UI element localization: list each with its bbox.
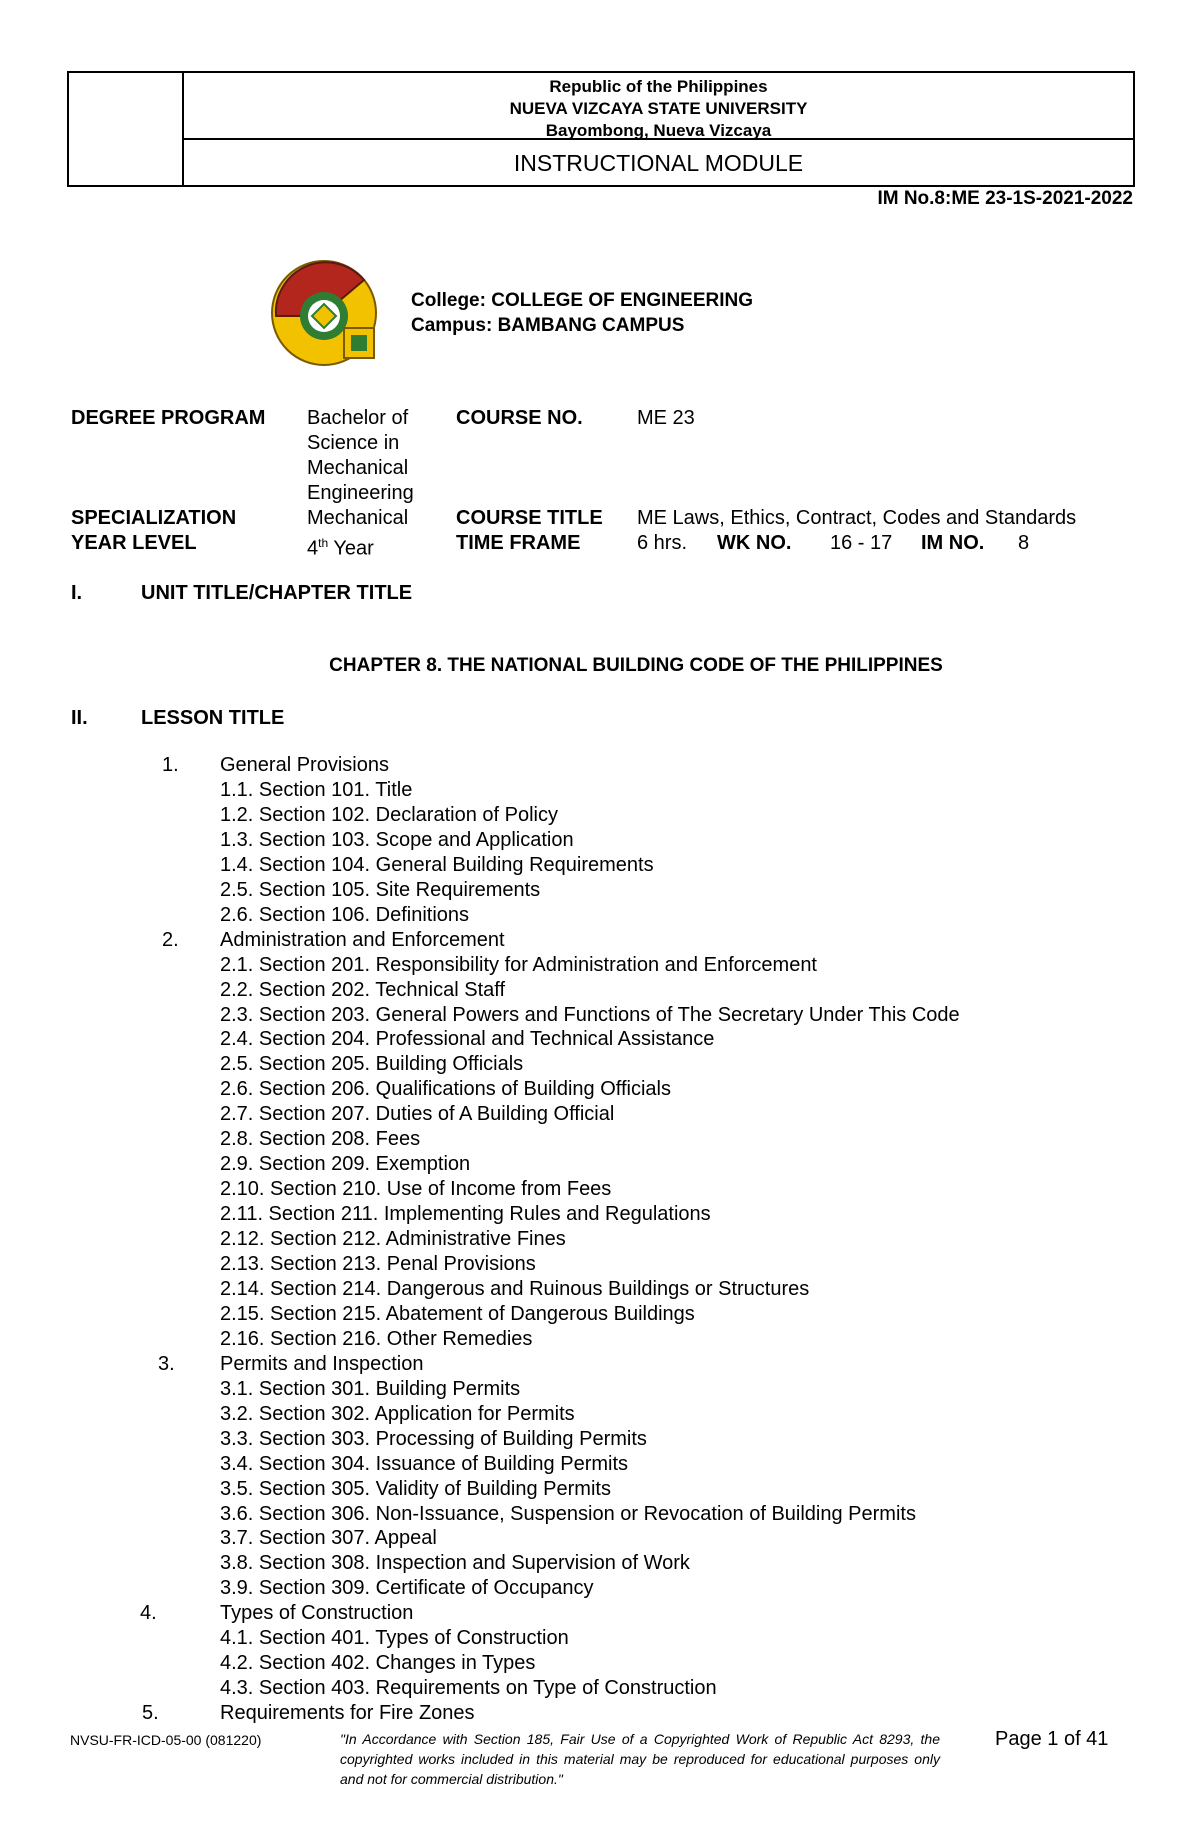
republic-line: Republic of the Philippines [549,77,768,96]
lesson-item: 2.3. Section 203. General Powers and Functions of The Secretary Under This Code [220,1003,960,1026]
copyright-notice: "In Accordance with Section 185, Fair Use of a Copyrighted Work of Republic Act 8293, the copyrighted works included in this material may be reproduced for educational purposes only and not for commercial distribution." [340,1731,940,1787]
lesson-title: LESSON TITLE [141,707,285,729]
campus-line: Campus: BAMBANG CAMPUS [411,315,685,336]
lesson-item: 2.5. Section 205. Building Officials [220,1053,524,1076]
lesson-item: 1.4. Section 104. General Building Requirements [220,853,654,876]
lesson-item: 2.7. Section 207. Duties of A Building Official [220,1103,615,1126]
lesson-item: 2.2. Section 202. Technical Staff [220,978,506,1001]
lesson-item: 2.11. Section 211. Implementing Rules and Regulations [220,1203,711,1226]
lesson-item: 3.2. Section 302. Application for Permits [220,1402,575,1425]
week-label: WK NO. [717,532,792,554]
year-number: 4 [307,537,319,560]
lesson-item: 2.12. Section 212. Administrative Fines [220,1228,566,1251]
course-no-value: ME 23 [637,407,695,429]
lesson-number: 2. [162,928,179,951]
lesson-number: 4. [140,1602,157,1625]
lesson-item: 2.16. Section 216. Other Remedies [220,1327,533,1350]
lesson-item: 2.8. Section 208. Fees [220,1128,421,1151]
lesson-heading: General Provisions [220,754,389,776]
college-line: College: COLLEGE OF ENGINEERING [411,290,754,311]
college-block [411,288,753,338]
year-level-value [307,531,374,562]
degree-line: Science in [307,432,400,454]
lesson-item: 1.1. Section 101. Title [220,778,413,801]
lesson-heading: Types of Construction [220,1602,414,1625]
lesson-number: 1. [162,754,179,776]
year-word: Year [328,537,374,560]
im-label: IM NO. [921,532,985,554]
lesson-item: 1.2. Section 102. Declaration of Policy [220,803,558,826]
im-value: 8 [1018,532,1030,554]
lesson-item: 3.4. Section 304. Issuance of Building Permits [220,1452,629,1475]
course-title-label: COURSE TITLE [456,507,603,529]
lesson-item: 2.4. Section 204. Professional and Technical Assistance [220,1028,715,1051]
year-suffix: th [318,536,329,550]
header-logo-cell [69,73,184,185]
header-institution [184,73,1133,140]
lesson-item: 4.2. Section 402. Changes in Types [220,1652,536,1675]
chapter-title: CHAPTER 8. THE NATIONAL BUILDING CODE OF THE PHILIPPINES [329,655,943,676]
course-no-label: COURSE NO. [456,407,583,429]
lesson-item: 2.1. Section 201. Responsibility for Administration and Enforcement [220,953,817,976]
lesson-item: 3.6. Section 306. Non-Issuance, Suspension or Revocation of Building Permits [220,1502,916,1525]
lesson-item: 3.3. Section 303. Processing of Building Permits [220,1427,647,1450]
lesson-item: 3.9. Section 309. Certificate of Occupancy [220,1577,594,1600]
college-seal-icon [268,258,384,370]
specialization-value: Mechanical [307,507,409,529]
lesson-heading: Administration and Enforcement [220,928,505,951]
lesson-item: 3.5. Section 305. Validity of Building Permits [220,1477,611,1500]
specialization-label: SPECIALIZATION [71,507,237,529]
lesson-item: 2.14. Section 214. Dangerous and Ruinous Buildings or Structures [220,1277,810,1300]
degree-program-label: DEGREE PROGRAM [71,407,266,429]
lesson-item: 2.6. Section 206. Qualifications of Building Officials [220,1078,671,1101]
im-number: IM No.8:ME 23-1S-2021-2022 [877,188,1133,209]
lesson-item: 4.3. Section 403. Requirements on Type of Construction [220,1677,717,1700]
lesson-item: 2.10. Section 210. Use of Income from Fees [220,1178,612,1201]
lesson-item: 2.15. Section 215. Abatement of Dangerous Buildings [220,1302,695,1325]
lesson-number: 5. [142,1702,159,1725]
unit-title: UNIT TITLE/CHAPTER TITLE [141,582,413,604]
lesson-item: 2.13. Section 213. Penal Provisions [220,1253,536,1275]
module-title: INSTRUCTIONAL MODULE [513,150,804,176]
course-title-value: ME Laws, Ethics, Contract, Codes and Standards [637,507,1077,529]
degree-line: Engineering [307,482,414,504]
degree-program-value [307,406,414,506]
lesson-item: 3.1. Section 301. Building Permits [220,1377,521,1400]
degree-line: Mechanical [307,457,409,479]
lesson-number: II. [71,707,88,729]
lesson-item: 3.8. Section 308. Inspection and Supervision of Work [220,1552,690,1575]
location-line: Bayombong, Nueva Vizcaya [545,121,772,140]
year-level-label: YEAR LEVEL [71,532,197,554]
page-number: Page 1 of 41 [995,1728,1109,1750]
lesson-item: 3.7. Section 307. Appeal [220,1527,437,1550]
unit-number: I. [71,582,83,604]
lesson-number: 3. [158,1352,175,1375]
week-value: 16 - 17 [830,532,893,554]
form-code: NVSU-FR-ICD-05-00 (081220) [70,1732,262,1748]
lesson-item: 4.1. Section 401. Types of Construction [220,1627,569,1650]
lesson-item: 2.9. Section 209. Exemption [220,1153,471,1176]
lesson-heading: Permits and Inspection [220,1352,424,1375]
lesson-heading: Requirements for Fire Zones [220,1702,475,1725]
lesson-item: 2.6. Section 106. Definitions [220,903,470,926]
degree-line: Bachelor of [307,407,409,429]
header-box [67,71,1135,187]
time-frame-value: 6 hrs. [637,532,688,554]
lesson-item: 1.3. Section 103. Scope and Application [220,828,574,851]
lesson-item: 2.5. Section 105. Site Requirements [220,878,541,901]
time-frame-label: TIME FRAME [456,532,581,554]
university-line: NUEVA VIZCAYA STATE UNIVERSITY [509,99,808,118]
